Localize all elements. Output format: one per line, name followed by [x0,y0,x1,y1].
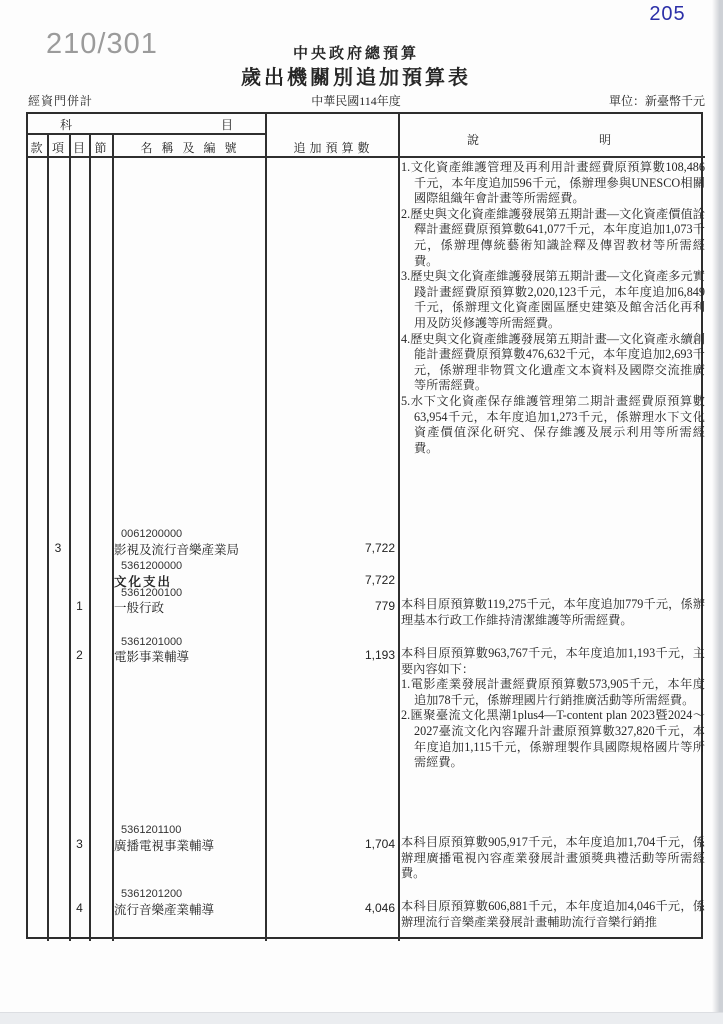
gridline [265,112,267,941]
row-note [401,835,705,882]
row-amount: 7,722 [364,573,395,587]
header-col-hsiang: 項 [51,141,64,155]
header-col-note-right: 明 [598,133,611,147]
row-code: 0061200000 [121,528,183,540]
row-amount: 779 [374,599,395,613]
gridline [69,133,71,941]
row-name: 一般行政 [114,601,165,615]
row-amount: 1,193 [364,648,395,662]
header-col-amount: 追加預算數 [293,141,374,155]
meta-fiscal-year: 中華民國114年度 [311,94,401,108]
row-note [401,646,705,771]
scan-edge-shadow-bottom [0,1012,723,1024]
row-code: 5361201100 [121,824,182,836]
header-col-kuan: 款 [30,141,43,155]
row-mu-number: 3 [76,837,83,851]
doc-title-main: 中央政府總預算 [292,46,419,62]
header-col-mu: 目 [72,141,85,155]
meta-unit: 單位：新臺幣千元 [608,94,705,108]
gridline [398,112,400,941]
note-item: 5.水下文化資產保存維護管理第二期計畫經費原預算數63,954千元，本年度追加1,273千元，係辦理水下文化資產價值深化研究、保存維護及展示利用等所需經費。 [401,393,705,455]
header-col-name-code: 名稱及編號 [140,141,246,155]
explanation-block-carryover [401,160,705,456]
note-item: 2.歷史與文化資產維護發展第五期計畫—文化資產價值詮釋計畫經費原預算數641,077千元，本年度追加1,073千元，係辦理傳統藝術知識詮釋及傳習教材等所需經費。 [401,206,705,268]
row-name: 文化支出 [114,575,173,589]
scan-edge-shadow-right [712,0,723,1024]
row-note [401,899,705,930]
header-subject-group-left: 科 [59,118,72,132]
row-code: 5361201200 [121,888,183,900]
row-name: 流行音樂產業輔導 [114,903,215,917]
note-item: 1.電影產業發展計畫經費原預算數573,905千元，本年度追加78千元，係辦理國片行銷推廣活動等所需經費。 [401,677,705,707]
gridline [26,133,266,135]
pdf-page-number: 205 [649,3,686,25]
meta-classification: 經資門併計 [28,94,94,108]
gridline [112,133,114,941]
row-name: 電影事業輔導 [114,650,190,664]
row-hsiang-number: 3 [54,541,62,555]
note-text: 本科目原預算數119,275千元，本年度追加779千元，係辦理基本行政工作維持清潔維護等所需經費。 [401,597,705,627]
gridline [89,133,91,941]
row-note [401,597,705,628]
row-name: 影視及流行音樂產業局 [114,543,240,557]
row-code: 5361200000 [121,560,183,572]
note-text: 本科目原預算數905,917千元，本年度追加1,704千元，係辦理廣播電視內容產業發展計畫頒獎典禮活動等所需經費。 [401,835,705,881]
row-code: 5361200100 [121,587,183,599]
row-amount: 4,046 [364,901,395,915]
header-subject-group-right: 目 [220,118,233,132]
note-item: 3.歷史與文化資產維護發展第五期計畫—文化資產多元實踐計畫經費原預算數2,020,123千元，本年度追加6,849千元，係辦理文化資產園區歷史建築及館舍活化再利用及防災修護等所需經費。 [401,269,705,330]
note-item: 1.文化資產維護管理及再利用計畫經費原預算數108,486千元，本年度追加596千元，係辦理參與UNESCO相關國際組織年會計畫等所需經費。 [401,160,705,206]
row-amount: 1,704 [364,837,395,851]
header-col-note-left: 說 [466,133,479,147]
gridline [26,156,705,158]
row-code: 5361201000 [121,636,183,648]
viewer-page-indicator: 210/301 [46,28,158,60]
note-item: 4.歷史與文化資產維護發展第五期計畫—文化資產永續創能計畫經費原預算數476,632千元，本年度追加2,693千元，係辦理非物質文化遺產文本資料及國際交流推廣等所需經費。 [401,331,705,393]
row-mu-number: 4 [76,901,83,915]
header-col-chieh: 節 [94,141,107,155]
gridline [47,133,49,941]
row-name: 廣播電視事業輔導 [114,839,215,853]
row-mu-number: 1 [76,599,83,613]
doc-title-sub: 歲出機關別追加預算表 [241,67,471,89]
row-mu-number: 2 [76,648,83,662]
note-text: 本科目原預算數963,767千元，本年度追加1,193千元，主要內容如下： [401,646,705,676]
note-text: 本科目原預算數606,881千元，本年度追加4,046千元，係辦理流行音樂產業發展計畫輔助流行音樂行銷推 [401,899,705,929]
note-item: 2.匯聚臺流文化黑潮1plus4—T-content plan 2023暨2024～2027臺流文化內容躍升計畫原預算數327,820千元，本年度追加1,115千元，係辦理製作具國際規格國片等所需經費。 [401,708,705,770]
row-amount: 7,722 [364,541,395,555]
